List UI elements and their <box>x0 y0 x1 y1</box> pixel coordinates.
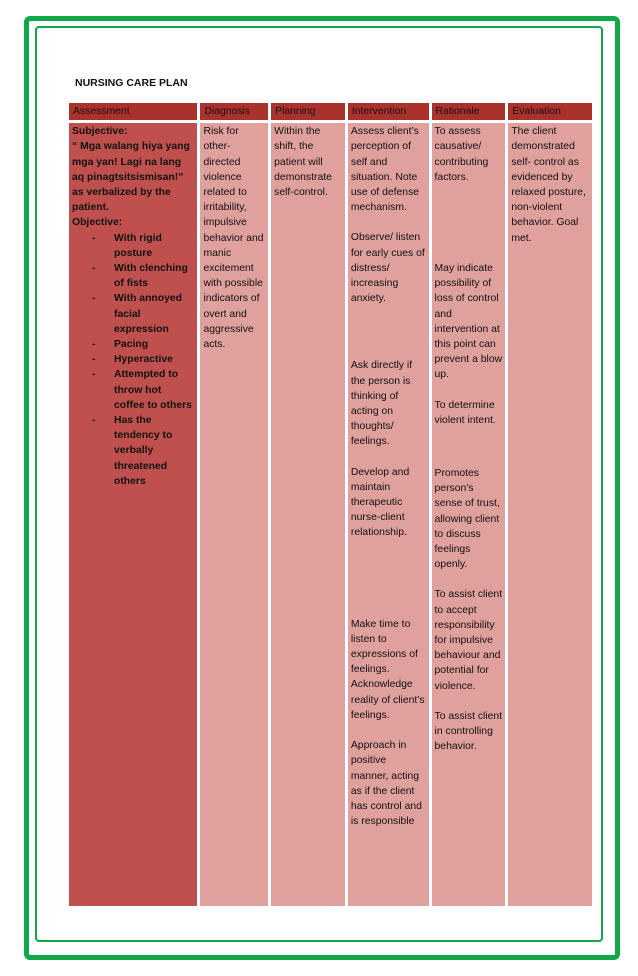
intervention-item: Approach in positive manner, acting as if the client has control and is responsible <box>350 740 422 828</box>
intervention-item: Make time to listen to expressions of feelings. Acknowledge reality of client’s feelings. <box>350 618 425 721</box>
table-header-row <box>69 103 592 123</box>
list-item: - With rigid posture <box>92 231 194 261</box>
diagnosis-text: Risk for other-directed violence related to irritability, impulsive behavior and manic excitement with possible indicators of overt and aggressive acts. <box>203 126 264 351</box>
nursing-care-plan-table <box>66 103 595 906</box>
rationale-item: Promotes person’s sense of trust, allowing client to discuss feelings openly. <box>434 468 500 571</box>
rationale-item: May indicate possibility of loss of control and intervention at this point can prevent a blow up. <box>434 263 503 381</box>
objective-list <box>72 231 194 489</box>
evaluation-text: The client demonstrated self- control as evidenced by relaxed posture, non-violent behavior. Goal met. <box>511 126 586 244</box>
intervention-item: Observe/ listen for early cues of distress/ increasing anxiety. <box>350 232 425 305</box>
rationale-item: To assist client to accept responsibility for impulsive behaviour and potential for violence. <box>434 589 503 692</box>
header-diagnosis: Diagnosis <box>200 103 268 123</box>
rationale-cell <box>432 123 506 906</box>
intervention-item: Assess client’s perception of self and situation. Note use of defense mechanism. <box>350 126 420 214</box>
list-item: - Has the tendency to verbally threatened others <box>92 413 194 489</box>
list-item: - Hyperactive <box>92 352 194 367</box>
intervention-cell <box>348 123 429 906</box>
planning-cell <box>271 123 345 906</box>
header-rationale: Rationale <box>432 103 506 123</box>
assessment-cell <box>69 123 197 906</box>
intervention-item: Develop and maintain therapeutic nurse-client relationship. <box>350 466 410 539</box>
header-evaluation: Evaluation <box>508 103 592 123</box>
diagnosis-cell <box>200 123 268 906</box>
subjective-text: “ Mga walang hiya yang mga yan! Lagi na lang aq pinagtsitsismisan!” as verbalized by the patient. <box>72 141 190 214</box>
objective-label: Objective: <box>72 217 123 229</box>
table-row <box>69 123 592 906</box>
rationale-item: To assess causative/ contributing factors. <box>434 126 489 183</box>
evaluation-cell <box>508 123 592 906</box>
intervention-item: Ask directly if the person is thinking of acting on thoughts/ feelings. <box>350 360 413 448</box>
planning-text: Within the shift, the patient will demonstrate self-control. <box>274 126 332 199</box>
rationale-item: To determine violent intent. <box>434 399 496 426</box>
subjective-label: Subjective: <box>72 126 128 138</box>
list-item: - With annoyed facial expression <box>92 291 194 337</box>
list-item: - With clenching of fists <box>92 261 194 291</box>
rationale-item: To assist client in controlling behavior. <box>434 710 503 753</box>
header-intervention: Intervention <box>348 103 429 123</box>
list-item: - Attempted to throw hot coffee to others <box>92 367 194 413</box>
document-title: NURSING CARE PLAN <box>75 77 188 89</box>
header-assessment: Assessment <box>69 103 197 123</box>
list-item: - Pacing <box>92 337 194 352</box>
header-planning: Planning <box>271 103 345 123</box>
